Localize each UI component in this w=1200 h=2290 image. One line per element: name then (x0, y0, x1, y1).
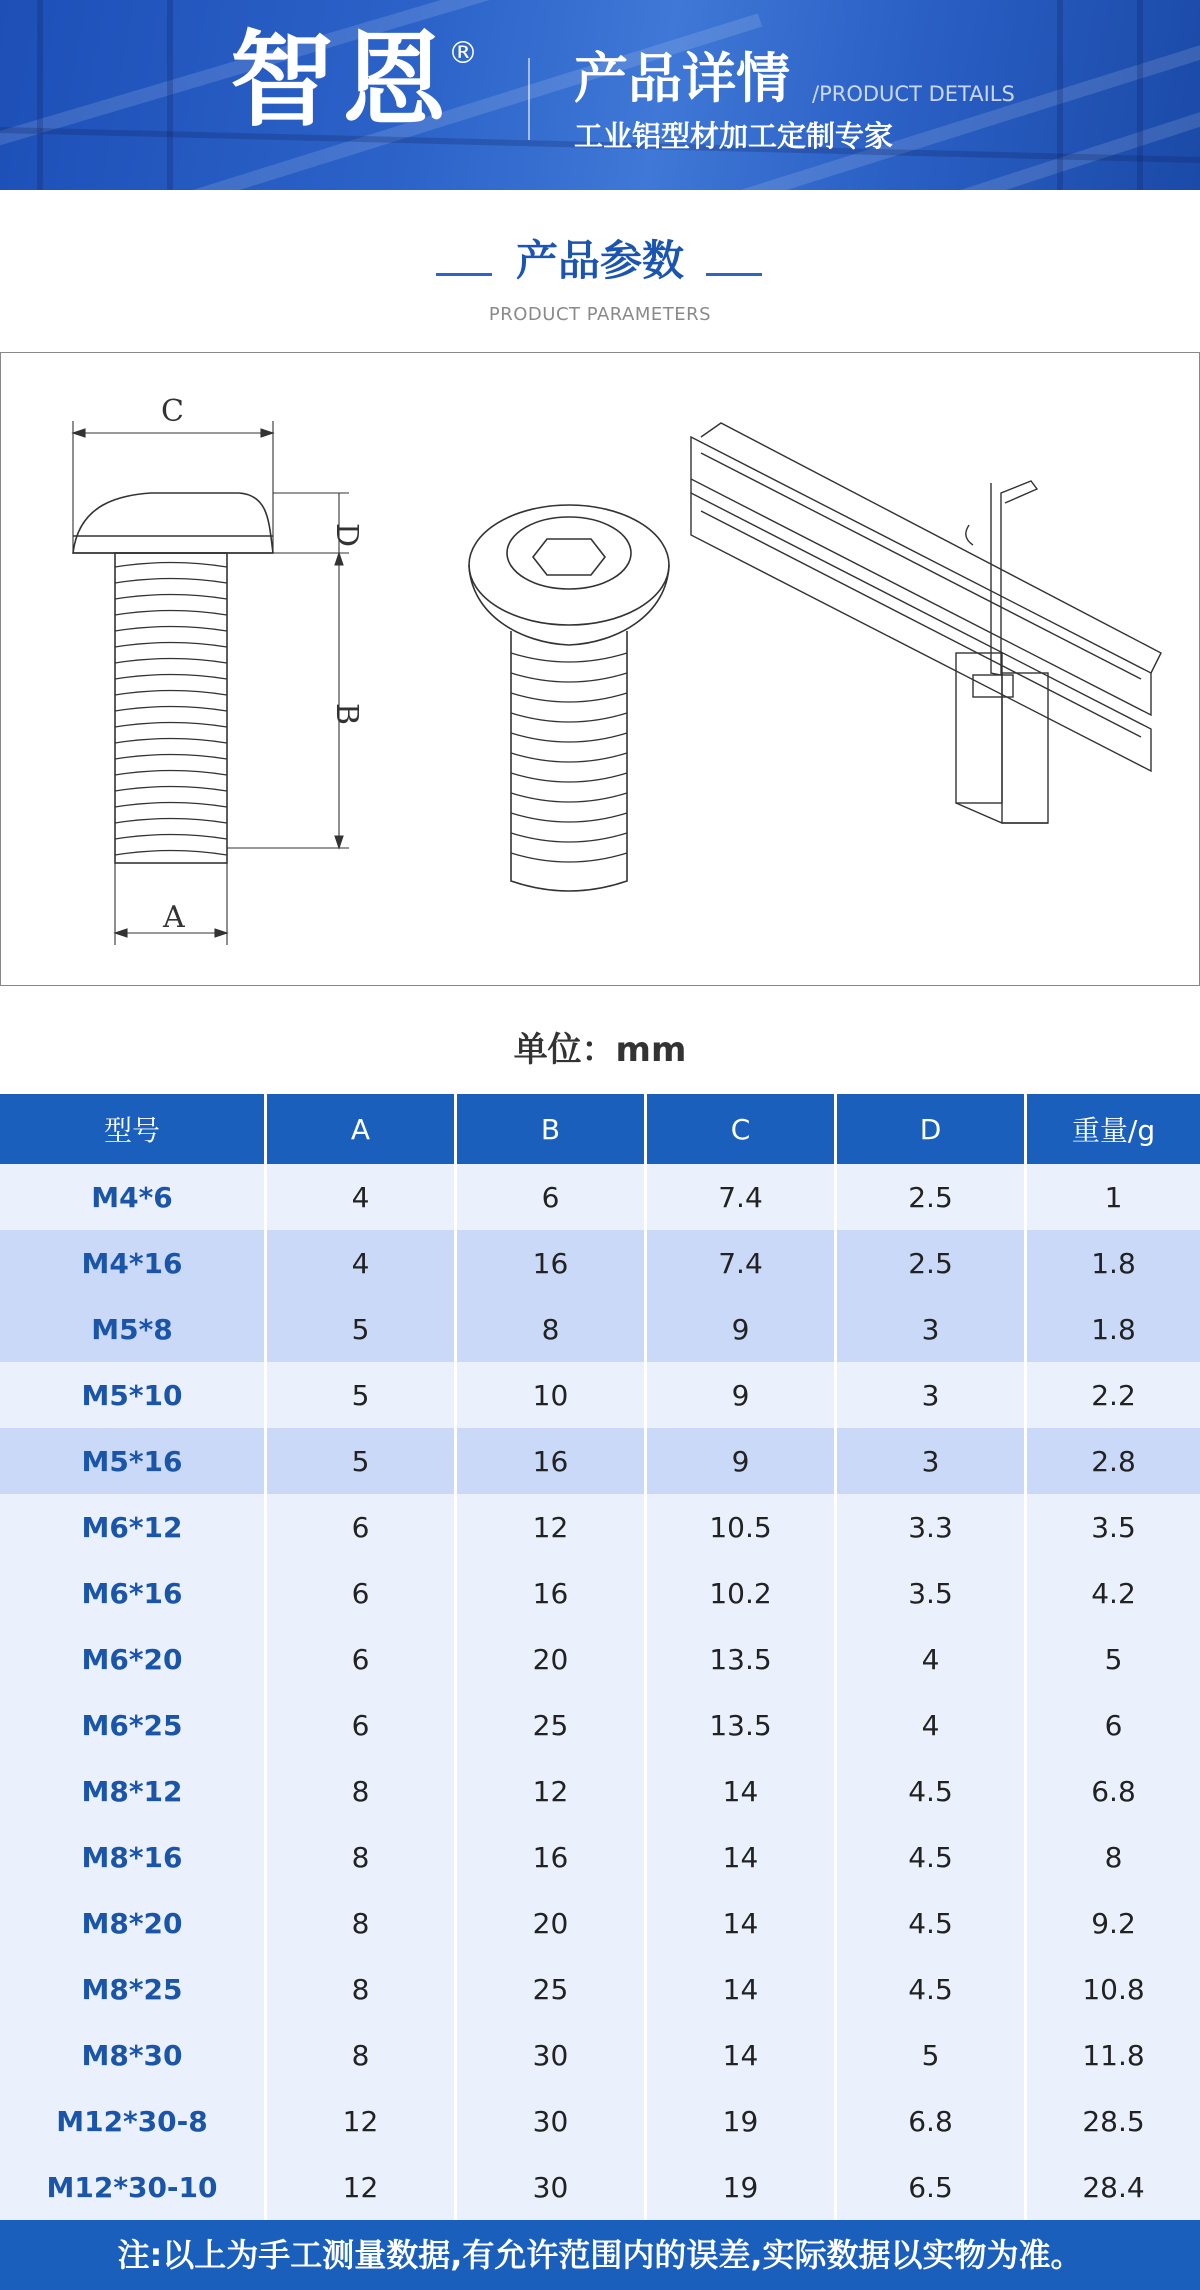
cell-d: 6.8 (837, 2088, 1027, 2154)
screw-3d-view (469, 505, 669, 891)
cell-b: 8 (457, 1296, 647, 1362)
cell-weight: 6 (1027, 1692, 1200, 1758)
banner-subtitle: 工业铝型材加工定制专家 (574, 119, 894, 153)
cell-a: 6 (267, 1692, 457, 1758)
cell-b: 20 (457, 1890, 647, 1956)
cell-a: 4 (267, 1164, 457, 1230)
cell-c: 7.4 (647, 1230, 837, 1296)
cell-b: 20 (457, 1626, 647, 1692)
table-row (0, 1164, 1200, 1230)
profile-assembly (691, 423, 1161, 823)
cell-a: 6 (267, 1494, 457, 1560)
header-a: A (267, 1094, 457, 1164)
cell-a: 6 (267, 1560, 457, 1626)
cell-d: 6.5 (837, 2154, 1027, 2220)
cell-b: 30 (457, 2022, 647, 2088)
cell-c: 13.5 (647, 1692, 837, 1758)
cell-weight: 3.5 (1027, 1494, 1200, 1560)
cell-d: 4 (837, 1626, 1027, 1692)
cell-d: 3 (837, 1296, 1027, 1362)
cell-c: 14 (647, 1890, 837, 1956)
cell-weight: 1 (1027, 1164, 1200, 1230)
cell-d: 4 (837, 1692, 1027, 1758)
cell-model: M4*16 (0, 1230, 267, 1296)
table-row (0, 1692, 1200, 1758)
cell-c: 14 (647, 1758, 837, 1824)
cell-model: M8*12 (0, 1758, 267, 1824)
table-row (0, 1560, 1200, 1626)
cell-d: 4.5 (837, 1758, 1027, 1824)
dim-label-d: D (329, 523, 364, 548)
header-d: D (837, 1094, 1027, 1164)
dim-label-c: C (161, 394, 184, 429)
table-row (0, 1626, 1200, 1692)
header-c: C (647, 1094, 837, 1164)
cell-d: 5 (837, 2022, 1027, 2088)
cell-d: 4.5 (837, 1890, 1027, 1956)
cell-weight: 8 (1027, 1824, 1200, 1890)
cell-c: 19 (647, 2154, 837, 2220)
cell-model: M6*12 (0, 1494, 267, 1560)
cell-a: 8 (267, 1956, 457, 2022)
cell-model: M4*6 (0, 1164, 267, 1230)
cell-b: 16 (457, 1230, 647, 1296)
cell-c: 9 (647, 1362, 837, 1428)
table-row (0, 2022, 1200, 2088)
cell-weight: 4.2 (1027, 1560, 1200, 1626)
cell-weight: 28.5 (1027, 2088, 1200, 2154)
registered-mark: ® (448, 36, 478, 71)
cell-weight: 2.2 (1027, 1362, 1200, 1428)
banner-title-en: /PRODUCT DETAILS (812, 82, 1015, 106)
cell-c: 10.2 (647, 1560, 837, 1626)
cell-a: 5 (267, 1296, 457, 1362)
cell-model: M8*16 (0, 1824, 267, 1890)
table-header-row (0, 1094, 1200, 1164)
cell-weight: 9.2 (1027, 1890, 1200, 1956)
product-drawing (0, 352, 1200, 986)
drawing-canvas (1, 353, 1199, 985)
cell-model: M5*10 (0, 1362, 267, 1428)
cell-c: 13.5 (647, 1626, 837, 1692)
table-row (0, 1494, 1200, 1560)
section-title-right-line (706, 273, 762, 276)
cell-a: 5 (267, 1428, 457, 1494)
header-model: 型号 (0, 1094, 267, 1164)
dim-label-a: A (163, 900, 185, 935)
cell-c: 19 (647, 2088, 837, 2154)
banner-title: 产品详情 (574, 47, 790, 110)
table-row (0, 1824, 1200, 1890)
cell-a: 8 (267, 1824, 457, 1890)
cell-b: 30 (457, 2154, 647, 2220)
cell-b: 30 (457, 2088, 647, 2154)
cell-model: M12*30-8 (0, 2088, 267, 2154)
header-banner (0, 0, 1200, 190)
brand-logo-text: 智恩 (230, 19, 455, 141)
cell-a: 6 (267, 1626, 457, 1692)
cell-b: 25 (457, 1956, 647, 2022)
cell-b: 12 (457, 1494, 647, 1560)
cell-b: 25 (457, 1692, 647, 1758)
cell-model: M12*30-10 (0, 2154, 267, 2220)
cell-a: 8 (267, 2022, 457, 2088)
cell-model: M8*25 (0, 1956, 267, 2022)
cell-b: 6 (457, 1164, 647, 1230)
cell-c: 9 (647, 1428, 837, 1494)
cell-b: 10 (457, 1362, 647, 1428)
cell-model: M6*16 (0, 1560, 267, 1626)
cell-weight: 11.8 (1027, 2022, 1200, 2088)
cell-weight: 1.8 (1027, 1230, 1200, 1296)
cell-d: 4.5 (837, 1824, 1027, 1890)
cell-b: 16 (457, 1824, 647, 1890)
cell-c: 7.4 (647, 1164, 837, 1230)
cell-model: M8*20 (0, 1890, 267, 1956)
cell-d: 3.5 (837, 1560, 1027, 1626)
table-row (0, 1428, 1200, 1494)
cell-c: 9 (647, 1296, 837, 1362)
footer-note: 注:以上为手工测量数据,有允许范围内的误差,实际数据以实物为准。 (0, 2220, 1200, 2290)
unit-label: 单位：mm (513, 1030, 687, 1070)
cell-a: 12 (267, 2088, 457, 2154)
section-title-en: PRODUCT PARAMETERS (488, 304, 712, 325)
cell-b: 12 (457, 1758, 647, 1824)
header-b: B (457, 1094, 647, 1164)
cell-c: 10.5 (647, 1494, 837, 1560)
cell-model: M8*30 (0, 2022, 267, 2088)
cell-weight: 1.8 (1027, 1296, 1200, 1362)
cell-a: 5 (267, 1362, 457, 1428)
cell-c: 14 (647, 1824, 837, 1890)
cell-b: 16 (457, 1560, 647, 1626)
table-row (0, 1758, 1200, 1824)
cell-weight: 5 (1027, 1626, 1200, 1692)
cell-model: M6*25 (0, 1692, 267, 1758)
cell-model: M6*20 (0, 1626, 267, 1692)
cell-c: 14 (647, 2022, 837, 2088)
cell-weight: 28.4 (1027, 2154, 1200, 2220)
parameter-table (0, 1094, 1200, 2220)
table-row (0, 1362, 1200, 1428)
cell-d: 2.5 (837, 1164, 1027, 1230)
cell-model: M5*16 (0, 1428, 267, 1494)
cell-d: 3 (837, 1362, 1027, 1428)
table-row (0, 2154, 1200, 2220)
cell-a: 4 (267, 1230, 457, 1296)
cell-a: 12 (267, 2154, 457, 2220)
cell-a: 8 (267, 1890, 457, 1956)
table-row (0, 2088, 1200, 2154)
table-row (0, 1230, 1200, 1296)
dim-label-b: B (329, 703, 364, 726)
cell-d: 3 (837, 1428, 1027, 1494)
cell-b: 16 (457, 1428, 647, 1494)
table-row (0, 1296, 1200, 1362)
screw-side-view (73, 493, 273, 863)
cell-d: 2.5 (837, 1230, 1027, 1296)
cell-weight: 10.8 (1027, 1956, 1200, 2022)
header-weight: 重量/g (1027, 1094, 1200, 1164)
table-row (0, 1956, 1200, 2022)
cell-d: 4.5 (837, 1956, 1027, 2022)
cell-c: 14 (647, 1956, 837, 2022)
cell-weight: 2.8 (1027, 1428, 1200, 1494)
banner-divider (528, 58, 530, 140)
cell-d: 3.3 (837, 1494, 1027, 1560)
cell-model: M5*8 (0, 1296, 267, 1362)
cell-weight: 6.8 (1027, 1758, 1200, 1824)
section-title: 产品参数 (515, 236, 684, 285)
cell-a: 8 (267, 1758, 457, 1824)
table-row (0, 1890, 1200, 1956)
